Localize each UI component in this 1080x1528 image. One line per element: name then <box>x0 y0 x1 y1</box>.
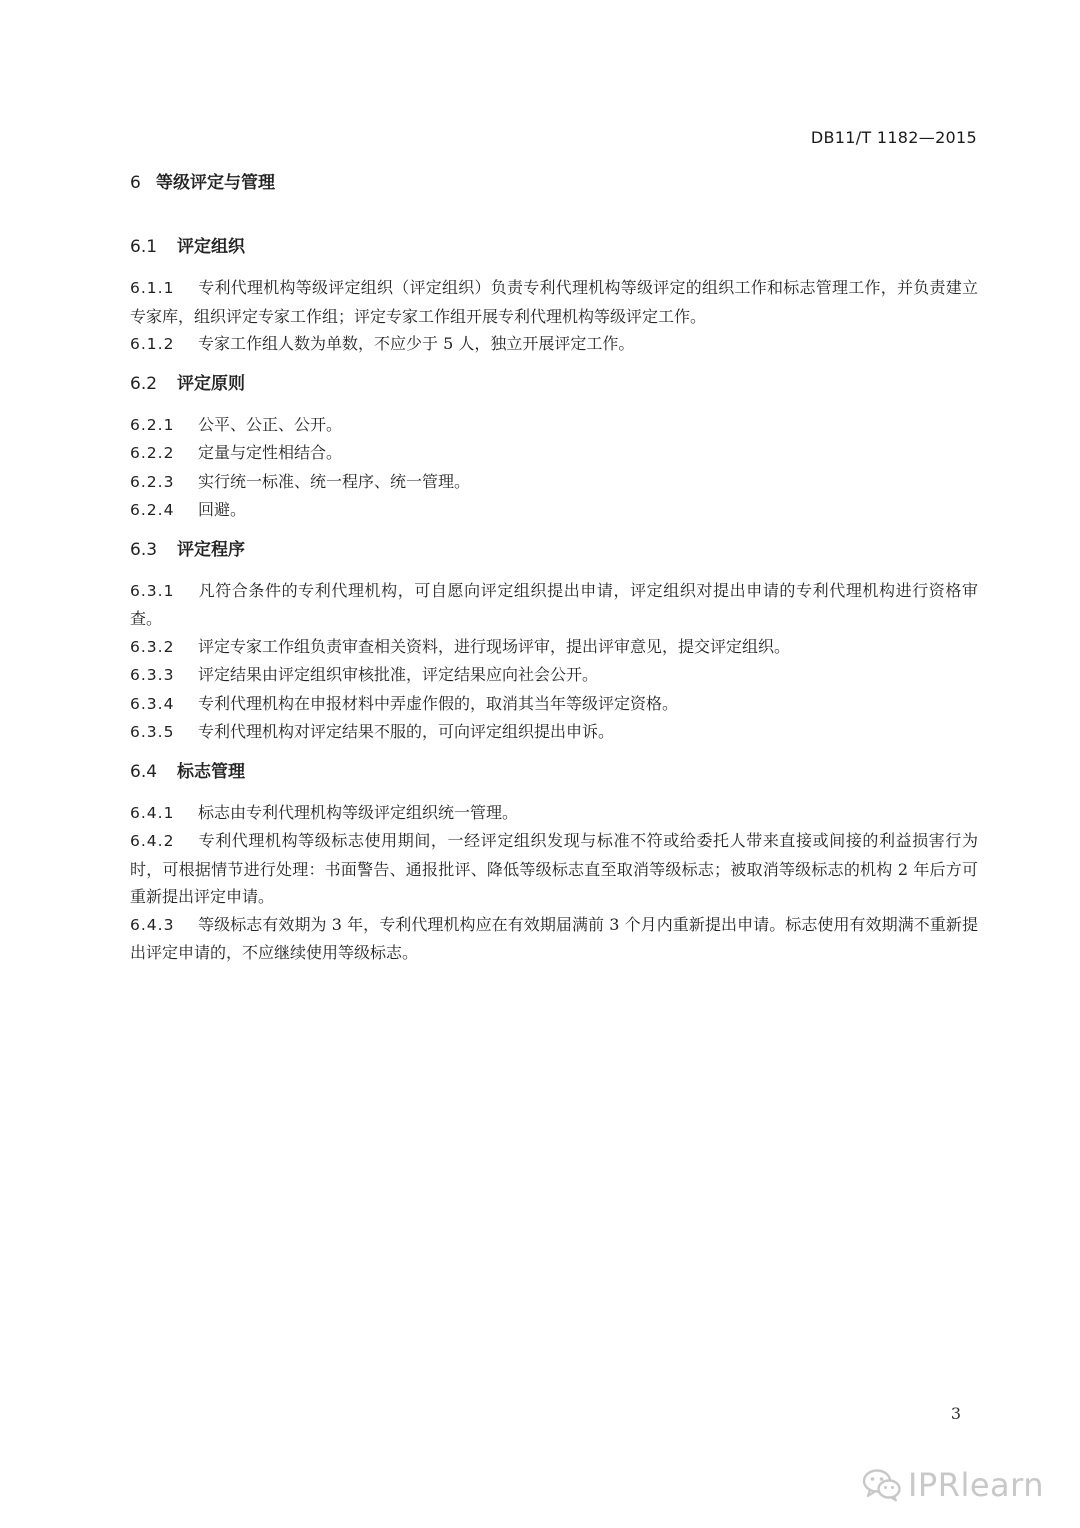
clause-6-4-3 <box>130 911 978 967</box>
clause-6-2-1 <box>130 411 978 440</box>
clause-text: 公平、公正、公开。 <box>198 414 343 434</box>
clause-number: 6.2.2 <box>130 444 175 462</box>
clause-text: 等级标志有效期为 3 年，专利代理机构应在有效期届满前 3 个月内重新提出申请。标志使用有效期满不重新提出评定申请的，不应继续使用等级标志。 <box>130 914 978 962</box>
clause-number: 6.2.4 <box>130 501 175 519</box>
section-title: 标志管理 <box>177 761 245 782</box>
chapter-heading <box>130 170 978 196</box>
section-title: 评定程序 <box>177 539 245 560</box>
section-6-3 <box>130 537 978 747</box>
section-title: 评定组织 <box>177 237 245 257</box>
clause-text: 标志由专利代理机构等级评定组织统一管理。 <box>198 802 519 822</box>
section-title: 评定原则 <box>177 373 245 394</box>
clause-text: 专家工作组人数为单数，不应少于 5 人，独立开展评定工作。 <box>198 334 635 353</box>
clause-text: 专利代理机构等级标志使用期间，一经评定组织发现与标准不符或给委托人带来直接或间接的利益损害行为时，可根据情节进行处理：书面警告、通报批评、降低等级标志直至取消等级标志；被取消等级标志的机构 2 年后方可重新提出评定申请。 <box>130 831 978 906</box>
clause-6-4-2 <box>130 827 978 911</box>
clause-6-3-1 <box>130 577 978 633</box>
clause-text: 专利代理机构等级评定组织（评定组织）负责专利代理机构等级评定的组织工作和标志管理工作，并负责建立专家库，组织评定专家工作组；评定专家工作组开展专利代理机构等级评定工作。 <box>130 278 978 326</box>
chapter-number: 6 <box>130 173 141 193</box>
clause-number: 6.3.4 <box>130 694 175 713</box>
clause-number: 6.4.1 <box>130 803 175 822</box>
clause-text: 定量与定性相结合。 <box>198 443 343 462</box>
clause-number: 6.2.3 <box>130 472 175 491</box>
clause-text: 评定专家工作组负责审查相关资料，进行现场评审，提出评审意见，提交评定组织。 <box>198 636 791 656</box>
section-number: 6.1 <box>130 237 158 257</box>
watermark <box>862 1466 1044 1504</box>
clause-number: 6.3.5 <box>130 723 175 741</box>
clause-6-2-2 <box>130 439 978 468</box>
clause-text: 评定结果由评定组织审核批准，评定结果应向社会公开。 <box>198 665 599 684</box>
clause-6-3-3 <box>130 661 978 690</box>
clause-number: 6.4.2 <box>130 832 175 850</box>
section-number: 6.4 <box>130 761 158 782</box>
clause-number: 6.4.3 <box>130 915 175 934</box>
clause-text: 实行统一标准、统一程序、统一管理。 <box>198 471 471 491</box>
clause-6-1-2 <box>130 330 978 359</box>
section-number: 6.3 <box>130 539 158 560</box>
clause-number: 6.3.3 <box>130 666 175 684</box>
page-number: 3 <box>950 1404 961 1423</box>
watermark-text: IPRlearn <box>907 1466 1044 1504</box>
clause-6-3-5 <box>130 718 978 747</box>
clause-6-2-3 <box>130 468 978 497</box>
clause-6-2-4 <box>130 496 978 525</box>
chapter-title: 等级评定与管理 <box>156 173 275 193</box>
clause-text: 专利代理机构在申报材料中弄虚作假的，取消其当年等级评定资格。 <box>198 693 679 713</box>
section-heading <box>130 371 978 397</box>
document-body <box>130 170 978 979</box>
clause-6-3-2 <box>130 633 978 662</box>
clause-text: 回避。 <box>198 500 247 519</box>
clause-text: 凡符合条件的专利代理机构，可自愿向评定组织提出申请，评定组织对提出申请的专利代理机构进行资格审查。 <box>130 580 978 628</box>
section-number: 6.2 <box>130 373 158 394</box>
clause-number: 6.2.1 <box>130 415 175 434</box>
section-heading <box>130 234 978 260</box>
clause-6-1-1 <box>130 274 978 330</box>
page-header-code: DB11/T 1182—2015 <box>810 128 977 147</box>
clause-number: 6.3.2 <box>130 637 175 656</box>
clause-number: 6.3.1 <box>130 581 175 600</box>
section-6-1 <box>130 234 978 359</box>
clause-6-4-1 <box>130 799 978 828</box>
section-6-4 <box>130 759 978 967</box>
clause-6-3-4 <box>130 690 978 719</box>
clause-number: 6.1.1 <box>130 279 175 297</box>
section-heading <box>130 537 978 563</box>
wechat-icon <box>862 1468 902 1502</box>
clause-text: 专利代理机构对评定结果不服的，可向评定组织提出申诉。 <box>198 722 615 741</box>
clause-number: 6.1.2 <box>130 335 175 353</box>
section-heading <box>130 759 978 785</box>
section-6-2 <box>130 371 978 525</box>
